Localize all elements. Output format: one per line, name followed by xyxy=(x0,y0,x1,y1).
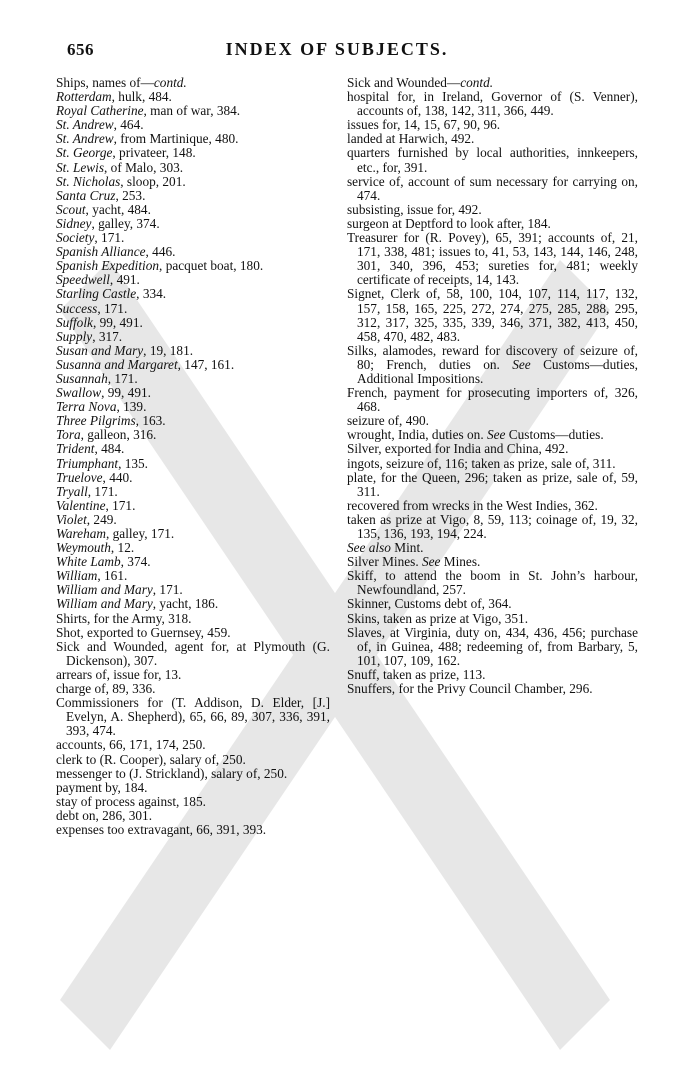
index-entry: Snuff, taken as prize, 113. xyxy=(347,666,486,682)
index-entry: Snuffers, for the Privy Council Chamber, 296. xyxy=(347,681,593,697)
index-entry: debt on, 286, 301. xyxy=(56,807,153,823)
index-entry: service of, account of sum necessary for carrying on, 474. xyxy=(347,173,638,203)
index-entry: Slaves, at Virginia, duty on, 434, 436, 456; purchase of, in Guinea, 488; redeeming of, from Barbary, 5, 101, 107, 109, 162. xyxy=(347,624,638,668)
index-entry: Susanna and Margaret, 147, 161. xyxy=(56,356,235,372)
index-entry: Royal Catherine, man of war, 384. xyxy=(56,103,241,119)
index-entry: Silver Mines. See Mines. xyxy=(347,554,481,570)
index-entry: Starling Castle, 334. xyxy=(56,286,167,302)
page-number: 656 xyxy=(67,40,94,59)
index-entry: Terra Nova, 139. xyxy=(56,399,147,415)
index-entry: William and Mary, yacht, 186. xyxy=(56,596,219,612)
index-entry: stay of process against, 185. xyxy=(56,793,206,809)
index-entry: seizure of, 490. xyxy=(347,413,429,429)
index-entry: Skinner, Customs debt of, 364. xyxy=(347,596,512,612)
index-entry: plate, for the Queen, 296; taken as prize, sale of, 59, 311. xyxy=(347,469,638,499)
index-entry: Tryall, 171. xyxy=(56,483,118,499)
index-entry: quarters furnished by local authorities, innkeepers, etc., for, 391. xyxy=(347,145,638,175)
right-column xyxy=(347,75,639,697)
index-entry: Three Pilgrims, 163. xyxy=(56,413,166,429)
index-entry: Sidney, galley, 374. xyxy=(56,215,160,231)
index-entry: Spanish Expedition, pacquet boat, 180. xyxy=(56,258,264,274)
index-entry: expenses too extravagant, 66, 391, 393. xyxy=(56,821,267,837)
index-entry: Santa Cruz, 253. xyxy=(56,187,146,203)
index-entry: Valentine, 171. xyxy=(56,497,136,513)
index-entry: Society, 171. xyxy=(56,230,125,246)
index-entry: Violet, 249. xyxy=(56,511,117,527)
index-entry: Silks, alamodes, reward for discovery of seizure of, 80; French, duties on. See Customs—duties, Additional Impositions. xyxy=(347,342,639,386)
index-entry: See also Mint. xyxy=(347,540,424,556)
index-entry: Spanish Alliance, 446. xyxy=(56,244,176,260)
index-entry: Sick and Wounded—contd. xyxy=(347,75,494,90)
index-entry: wrought, India, duties on. See Customs—duties. xyxy=(347,427,604,443)
index-entry: Rotterdam, hulk, 484. xyxy=(56,89,172,105)
index-entry: William and Mary, 171. xyxy=(56,582,183,598)
left-column xyxy=(56,75,330,837)
index-entry: Skiff, to attend the boom in St. John’s harbour, Newfoundland, 257. xyxy=(347,568,638,598)
index-entry: Ships, names of—contd. xyxy=(56,75,187,90)
index-entry: Treasurer for (R. Povey), 65, 391; accounts of, 21, 171, 338, 481; issues to, 41, 53, 143, 144, 146, 248, 301, 340, 396, 453; sureties for, 481; weekly certificate of receipts, 14, 143. xyxy=(347,230,638,288)
index-entry: issues for, 14, 15, 67, 90, 96. xyxy=(347,117,501,133)
index-entry: Speedwell, 491. xyxy=(56,272,140,288)
index-entry: surgeon at Deptford to look after, 184. xyxy=(347,215,551,231)
index-entry: arrears of, issue for, 13. xyxy=(56,666,182,682)
index-entry: Wareham, galley, 171. xyxy=(56,526,175,541)
index-entry: payment by, 184. xyxy=(56,779,148,795)
index-entry: Truelove, 440. xyxy=(56,469,133,485)
index-entry: White Lamb, 374. xyxy=(56,554,151,570)
index-entry: charge of, 89, 336. xyxy=(56,681,156,697)
index-entry: Commissioners for (T. Addison, D. Elder, [J.] Evelyn, A. Shepherd), 65, 66, 89, 307, 336, 391, 393, 474. xyxy=(56,695,330,739)
index-entry: St. Nicholas, sloop, 201. xyxy=(56,173,186,189)
index-entry: Susan and Mary, 19, 181. xyxy=(56,342,194,358)
index-entry: St. Andrew, 464. xyxy=(56,117,144,133)
index-entry: Weymouth, 12. xyxy=(56,540,135,556)
index-entry: St. George, privateer, 148. xyxy=(56,145,196,161)
index-entry: landed at Harwich, 492. xyxy=(347,131,475,147)
index-entry: Scout, yacht, 484. xyxy=(56,201,151,217)
index-entry: ingots, seizure of, 116; taken as prize, sale of, 311. xyxy=(347,455,616,471)
index-entry: Success, 171. xyxy=(56,300,128,316)
index-entry: St. Andrew, from Martinique, 480. xyxy=(56,131,239,147)
index-entry: Tora, galleon, 316. xyxy=(56,427,157,443)
index-entry: recovered from wrecks in the West Indies, 362. xyxy=(347,497,598,513)
index-entry: Shirts, for the Army, 318. xyxy=(56,610,192,626)
index-entry: taken as prize at Vigo, 8, 59, 113; coinage of, 19, 32, 135, 136, 193, 194, 224. xyxy=(347,511,638,541)
index-entry: St. Lewis, of Malo, 303. xyxy=(56,159,184,175)
index-entry: clerk to (R. Cooper), salary of, 250. xyxy=(56,751,246,767)
index-entry: Swallow, 99, 491. xyxy=(56,385,151,401)
index-entry: William, 161. xyxy=(56,568,128,584)
index-entry: subsisting, issue for, 492. xyxy=(347,201,482,217)
index-entry: Suffolk, 99, 491. xyxy=(56,314,143,330)
index-entry: messenger to (J. Strickland), salary of, 250. xyxy=(56,765,288,781)
index-entry: Silver, exported for India and China, 492. xyxy=(347,441,569,457)
index-entry: Supply, 317. xyxy=(56,328,123,344)
index-entry: Shot, exported to Guernsey, 459. xyxy=(56,624,231,640)
index-entry: Triumphant, 135. xyxy=(56,455,148,471)
index-entry: Signet, Clerk of, 58, 100, 104, 107, 114, 117, 132, 157, 158, 165, 225, 272, 274, 275, 285, 288, 295, 312, 317, 325, 335, 339, 346, 371, 382, 413, 450, 458, 470, 482, 483. xyxy=(347,286,638,344)
index-entry: hospital for, in Ireland, Governor of (S. Venner), accounts of, 138, 142, 311, 366, 449. xyxy=(347,89,638,119)
index-entry: Skins, taken as prize at Vigo, 351. xyxy=(347,610,529,626)
index-entry: Sick and Wounded, agent for, at Plymouth (G. Dickenson), 307. xyxy=(56,638,330,668)
page-title: INDEX OF SUBJECTS. xyxy=(225,39,449,59)
index-entry: accounts, 66, 171, 174, 250. xyxy=(56,737,206,753)
index-entry: French, payment for prosecuting importers of, 326, 468. xyxy=(347,385,638,415)
index-entry: Trident, 484. xyxy=(56,441,125,457)
index-entry: Susannah, 171. xyxy=(56,370,138,386)
